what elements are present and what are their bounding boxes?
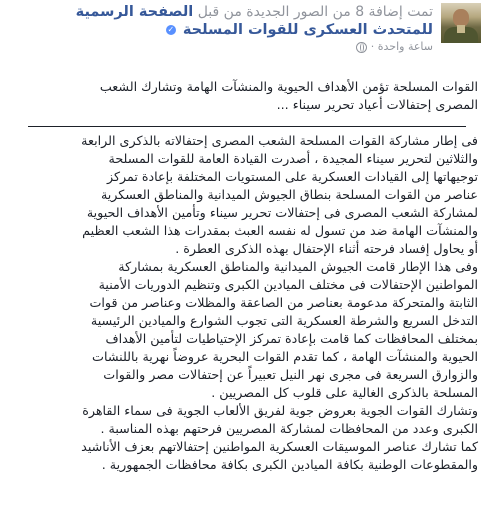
post-line: الحيوية والمنشآت الهامة ، كما تقدم القوات البحرية عروضاً نهرية باللنشات [92, 349, 478, 364]
page-avatar[interactable] [441, 3, 481, 43]
horizontal-rule [10, 114, 478, 132]
post-line: المصرى إحتفالات أعياد تحرير سيناء ... [276, 97, 478, 112]
post-line: عناصر من القوات المسلحة بنطاق الجيوش الميدانية والمناطق العسكرية [100, 187, 478, 202]
post-line: توجيهاتها إلى القيادات العسكرية على المستويات المختلفة بإعادة تمركز [106, 169, 478, 184]
verified-badge-icon: ✓ [167, 25, 175, 34]
post-line: الثابتة والمتحركة مدعومة بعناصر من الصاعقة والمظلات وعناصر من قوات [89, 295, 478, 310]
avatar-collar [457, 25, 465, 33]
post-line: كما تشارك عناصر الموسيقات العسكرية المواطنين إحتفالاتهم بعزف الأناشيد [81, 439, 478, 454]
post-line: والزوارق السريعة فى مجرى نهر النيل تعبيراً عن إحتفالات مصر والقوات [103, 367, 478, 382]
post-line: الكبرى وعدد من المحافظات لمشاركة المصريين فرحتهم بهذه المناسبة . [100, 421, 478, 436]
post-line: القوات المسلحة تؤمن الأهداف الحيوية والمنشآت الهامة وتشارك الشعب [99, 79, 478, 94]
post-body [10, 78, 478, 474]
page-name-link[interactable]: الصفحة الرسمية [75, 4, 194, 20]
post-line: التدخل السريع والشرطة العسكرية التى تجوب الشوارع والميادين الرئيسية [90, 313, 478, 328]
page-name-continued[interactable] [13, 21, 433, 39]
globe-icon[interactable] [356, 42, 367, 53]
activity-text: تمت إضافة 8 من الصور الجديدة من قبل [197, 4, 433, 20]
post-meta [13, 39, 433, 55]
post-line: لمشاركة الشعب المصرى فى إحتفالات تحرير سيناء وتأمين الأهداف الحيوية [86, 205, 478, 220]
post-line: والمقطوعات الوطنية بكافة الميادين الكبرى بكافة محافظات الجمهورية . [101, 457, 478, 472]
page-name-second-line[interactable]: للمتحدث العسكرى للقوات المسلحة [182, 22, 433, 38]
meta-separator: · [370, 40, 375, 53]
post-line: المسلحة بالذكرى الغالية على قلوب كل المصريين . [211, 385, 478, 400]
post-line: فى إطار مشاركة القوات المسلحة الشعب المصرى إحتفالاته بالذكرى الرابعة [81, 133, 478, 148]
post-activity-line [13, 4, 433, 21]
post-line: والمنشآت الهامة ضد من تسول له نفسه العبث بمقدرات هذا الشعب العظيم [82, 223, 478, 238]
post-header [13, 4, 433, 55]
post-line: بمختلف المحافظات كما قامت بإعادة تمركز الإحتياطيات لتأمين الأهداف [105, 331, 478, 346]
post-line: وفى هذا الإطار قامت الجيوش الميدانية والمناطق العسكرية بمشاركة [118, 259, 478, 274]
post-timestamp[interactable]: ساعة واحدة [377, 40, 433, 53]
post-line: المواطنين الإحتفالات فى مختلف الميادين الكبرى وتنظيم الدوريات الأمنية [98, 277, 478, 292]
post-line: أو يحاول إفساد فرحته أثناء الإحتفال بهذه الذكرى العطرة . [175, 241, 478, 256]
post-line: وتشارك القوات الجوية بعروض جوية لفريق الألعاب الجوية فى سماء القاهرة [82, 403, 478, 418]
post-line: والثلاثين لتحرير سيناء المجيدة ، أصدرت القيادة العامة للقوات المسلحة [108, 151, 478, 166]
